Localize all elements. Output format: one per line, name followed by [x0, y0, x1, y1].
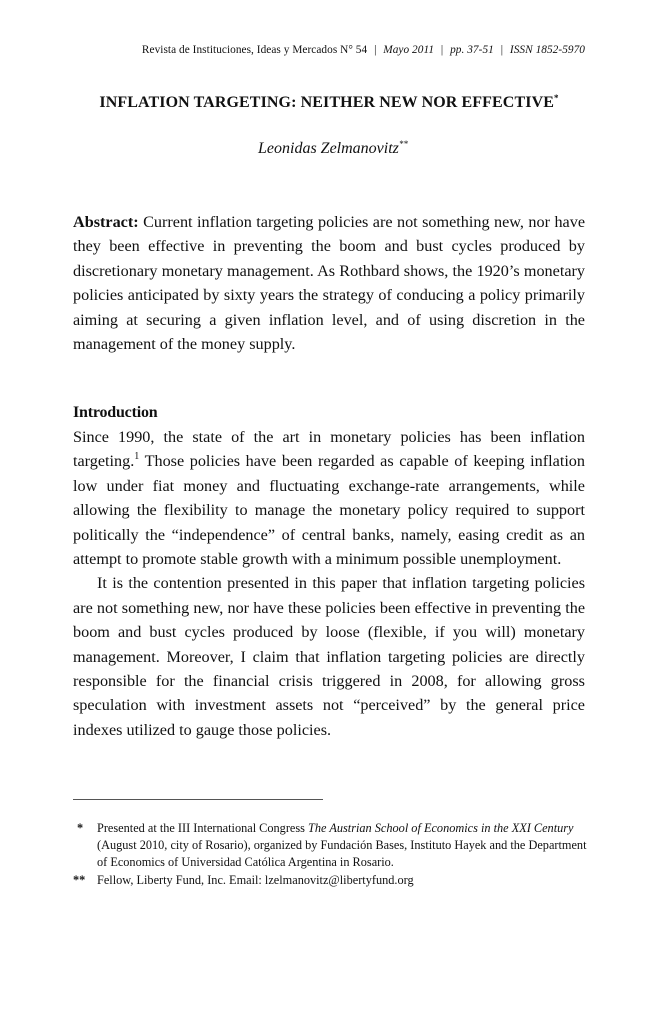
- footnote: [73, 820, 593, 872]
- abstract-text: Current inflation targeting policies are not something new, nor have they been effective in preventing the boom and bust cycles produced by discretionary monetary management. As Rothbard shows, the 1920’s monetary policies anticipated by sixty years the strategy of conducing a policy primarily aiming at securing a given inflation level, and of using discretion in the management of the money supply.: [73, 213, 585, 354]
- congress-title: The Austrian School of Economics in the XXI Century: [308, 821, 574, 835]
- section-heading-introduction: Introduction: [73, 404, 158, 421]
- separator: |: [374, 44, 377, 56]
- separator: |: [440, 44, 444, 56]
- introduction-body: [73, 425, 585, 742]
- footnote-text: Fellow, Liberty Fund, Inc. Email: lzelmanovitz@libertyfund.org: [97, 872, 414, 887]
- footnote-divider: [73, 799, 323, 800]
- author: [258, 139, 408, 158]
- abstract: [73, 210, 585, 356]
- title-footnote-mark: *: [554, 93, 559, 103]
- footnotes: [73, 820, 593, 889]
- footnote: [73, 872, 593, 889]
- issue-date: Mayo 2011: [383, 44, 435, 56]
- body-paragraph: It is the contention presented in this paper that inflation targeting policies are not something new, nor have these policies been effective in preventing the boom and bust cycles produced by loose (flexible, if you will) monetary management. Moreover, I claim that inflation targeting policies are directly responsible for the financial crisis triggered in 2008, for allowing gross speculation with investment assets not “perceived” by the general price indexes utilized to gauge those policies.: [73, 574, 585, 739]
- footnote-text-part: (August 2010, city of Rosario), organized by Fundación Bases, Instituto Hayek and the Department of Economics of Universidad Católica Argentina in Rosario.: [97, 838, 587, 870]
- footnote-text-part: Presented at the III International Congress: [97, 821, 309, 835]
- abstract-paragraph: [73, 210, 585, 356]
- paper-title-text: INFLATION TARGETING: NEITHER NEW NOR EFFECTIVE: [99, 94, 554, 111]
- journal-name: Revista de Instituciones, Ideas y Mercados N° 54: [141, 44, 368, 56]
- running-head: [142, 44, 585, 56]
- footnote-text: [97, 820, 593, 872]
- author-name: Leonidas Zelmanovitz: [258, 140, 399, 157]
- author-footnote-mark: **: [398, 139, 408, 149]
- abstract-label: Abstract:: [73, 213, 139, 231]
- separator: |: [500, 44, 504, 56]
- body-paragraph: [73, 425, 585, 571]
- footnote-ref[interactable]: 1: [134, 451, 140, 463]
- paragraph-text: Since 1990, the state of the art in monetary policies has been inflation targeting.: [73, 428, 585, 471]
- page-range: pp. 37-51: [450, 44, 494, 56]
- footnote-mark: *: [77, 821, 84, 835]
- paper-title: [0, 93, 658, 112]
- paragraph-text-continued: Those policies have been regarded as capable of keeping inflation low under fiat money and fluctuating exchange-rate arrangements, while allowing the flexibility to manage the monetary policy required to support politically the “independence” of central banks, namely, easing credit as an attempt to promote stable growth with a minimum possible unemployment.: [73, 452, 585, 569]
- issn: ISSN 1852-5970: [509, 44, 585, 56]
- footnote-mark: **: [73, 872, 86, 887]
